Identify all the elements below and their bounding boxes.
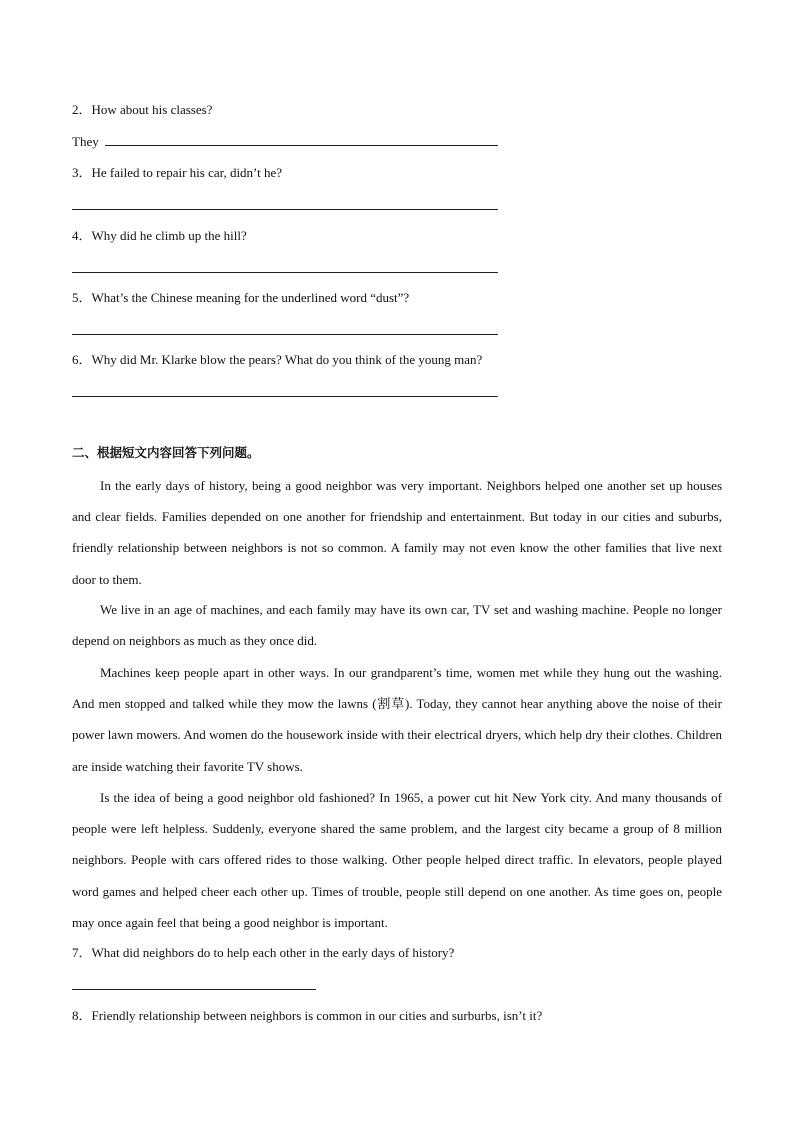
- passage-paragraph-1: In the early days of history, being a good neighbor was very important. Neighbors helped one another set up houses and clear fields. Families depended on one another for friendship and entertainment. But today in our cities and suburbs, friendly relationship between neighbors is not so common. A family may not even know the other families that live next door to them.: [72, 478, 722, 587]
- question-8: 8．Friendly relationship between neighbors is common in our cities and surburbs, isn’t it?: [72, 1008, 543, 1023]
- question-3: 3．He failed to repair his car, didn’t he?: [72, 165, 283, 180]
- section-heading: 二、根据短文内容回答下列问题。: [72, 445, 260, 460]
- question-7-answer-blank[interactable]: [72, 989, 316, 990]
- passage-paragraph-4: Is the idea of being a good neighbor old fashioned? In 1965, a power cut hit New York city. And many thousands of people were left helpless. Suddenly, everyone shared the same problem, and the largest city became a group of 8 million neighbors. People with cars offered rides to those walking. Other people helped direct traffic. In elevators, people played word games and helped cheer each other up. Times of trouble, people still depend on one another. As time goes on, people may once again feel that being a good neighbor is important.: [72, 790, 722, 930]
- answer-prefix: They: [72, 134, 99, 149]
- question-4-answer-blank[interactable]: [72, 272, 498, 273]
- answer-blank[interactable]: [105, 133, 498, 146]
- question-6: 6．Why did Mr. Klarke blow the pears? What do you think of the young man?: [72, 352, 483, 367]
- question-2-answer-line[interactable]: [72, 133, 498, 150]
- passage-paragraph-3: Machines keep people apart in other ways. In our grandparent’s time, women met while they hung out the washing. And men stopped and talked while they mow the lawns (割草). Today, they cannot hear anything above the noise of their power lawn mowers. And women do the housework inside with their electrical dryers, which help dry their clothes. Children are inside watching their favorite TV shows.: [72, 665, 722, 774]
- question-4: 4．Why did he climb up the hill?: [72, 228, 247, 243]
- question-3-answer-blank[interactable]: [72, 209, 498, 210]
- passage-paragraph-2: We live in an age of machines, and each family may have its own car, TV set and washing machine. People no longer depend on neighbors as much as they once did.: [72, 602, 722, 649]
- question-2: 2．How about his classes?: [72, 102, 213, 117]
- question-7: 7．What did neighbors do to help each other in the early days of history?: [72, 945, 455, 960]
- question-5: 5．What’s the Chinese meaning for the underlined word “dust”?: [72, 290, 410, 305]
- question-5-answer-blank[interactable]: [72, 334, 498, 335]
- question-6-answer-blank[interactable]: [72, 396, 498, 397]
